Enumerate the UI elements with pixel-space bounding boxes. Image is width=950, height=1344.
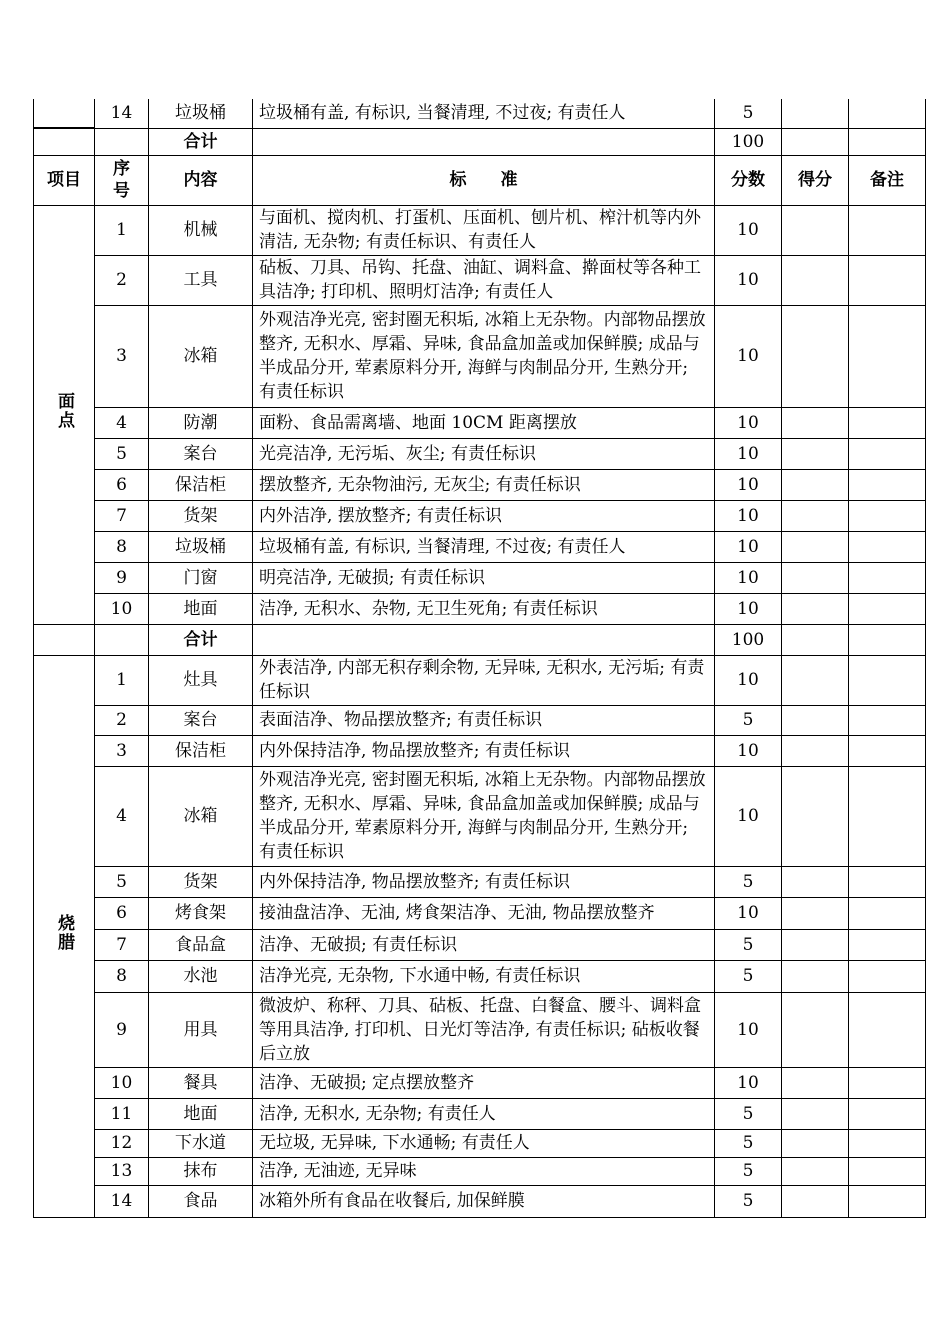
score-got-cell <box>782 1157 849 1185</box>
row-score: 10 <box>715 531 782 562</box>
row-standard: 表面洁净、物品摆放整齐; 有责任标识 <box>253 705 715 735</box>
note-cell <box>849 205 926 255</box>
score-got-cell <box>782 531 849 562</box>
row-score: 5 <box>715 866 782 897</box>
row-score: 5 <box>715 1185 782 1217</box>
table-row <box>34 469 926 500</box>
row-standard: 外表洁净, 内部无积存剩余物, 无异味, 无积水, 无污垢; 有责任标识 <box>253 655 715 705</box>
header-no-text: 序号 <box>113 159 130 201</box>
row-standard: 外观洁净光亮, 密封圈无积垢, 冰箱上无杂物。内部物品摆放整齐, 无积水、厚霜、异味, 食品盒加盖或加保鲜膜; 成品与半成品分开, 荤素原料分开, 海鲜与肉制品分开, 生熟分开; 有责任标识 <box>253 305 715 407</box>
section-name-text: 面点 <box>54 392 74 430</box>
row-number: 4 <box>95 766 149 866</box>
row-number: 9 <box>95 992 149 1067</box>
row-standard: 内外保持洁净, 物品摆放整齐; 有责任标识 <box>253 866 715 897</box>
note-cell <box>849 469 926 500</box>
subtotal-label: 合计 <box>149 624 253 655</box>
row-number: 14 <box>95 99 149 128</box>
row-score: 10 <box>715 1067 782 1098</box>
row-number: 8 <box>95 531 149 562</box>
row-standard: 砧板、刀具、吊钩、托盘、油缸、调料盒、擀面杖等各种工具洁净; 打印机、照明灯洁净; 有责任人 <box>253 255 715 305</box>
empty-cell <box>95 128 149 155</box>
empty-cell <box>849 128 926 155</box>
row-score: 5 <box>715 99 782 128</box>
row-number: 2 <box>95 255 149 305</box>
row-score: 10 <box>715 766 782 866</box>
row-standard: 微波炉、称秤、刀具、砧板、托盘、白餐盒、腰斗、调料盒等用具洁净, 打印机、日光灯等洁净, 有责任标识; 砧板收餐后立放 <box>253 992 715 1067</box>
row-item: 水池 <box>149 960 253 992</box>
row-standard: 与面机、搅肉机、打蛋机、压面机、刨片机、榨汁机等内外清洁, 无杂物; 有责任标识、有责任人 <box>253 205 715 255</box>
row-standard: 垃圾桶有盖, 有标识, 当餐清理, 不过夜; 有责任人 <box>253 99 715 128</box>
note-cell <box>849 960 926 992</box>
row-number: 4 <box>95 407 149 438</box>
note-cell <box>849 705 926 735</box>
row-number: 7 <box>95 500 149 531</box>
table-row <box>34 305 926 407</box>
row-standard: 面粉、食品需离墙、地面 10CM 距离摆放 <box>253 407 715 438</box>
score-got-cell <box>782 929 849 960</box>
note-cell <box>849 1185 926 1217</box>
row-score: 10 <box>715 562 782 593</box>
empty-cell <box>253 128 715 155</box>
row-score: 10 <box>715 593 782 624</box>
row-score: 10 <box>715 735 782 766</box>
row-item: 工具 <box>149 255 253 305</box>
note-cell <box>849 1129 926 1157</box>
empty-cell <box>782 624 849 655</box>
row-score: 5 <box>715 705 782 735</box>
table-row <box>34 99 926 128</box>
table-row <box>34 960 926 992</box>
row-item: 机械 <box>149 205 253 255</box>
row-item: 货架 <box>149 500 253 531</box>
row-item: 餐具 <box>149 1067 253 1098</box>
table-row <box>34 500 926 531</box>
row-standard: 内外保持洁净, 物品摆放整齐; 有责任标识 <box>253 735 715 766</box>
header-score: 分数 <box>715 155 782 205</box>
subtotal-score: 100 <box>715 624 782 655</box>
empty-cell <box>95 624 149 655</box>
row-score: 5 <box>715 929 782 960</box>
row-number: 14 <box>95 1185 149 1217</box>
row-score: 10 <box>715 469 782 500</box>
row-item: 冰箱 <box>149 305 253 407</box>
row-item: 下水道 <box>149 1129 253 1157</box>
table-row <box>34 866 926 897</box>
table-row <box>34 766 926 866</box>
row-score: 10 <box>715 205 782 255</box>
row-standard: 接油盘洁净、无油, 烤食架洁净、无油, 物品摆放整齐 <box>253 897 715 929</box>
note-cell <box>849 897 926 929</box>
empty-cell <box>253 624 715 655</box>
table-row <box>34 407 926 438</box>
row-standard: 洁净、无破损; 有责任标识 <box>253 929 715 960</box>
note-cell <box>849 1157 926 1185</box>
row-number: 13 <box>95 1157 149 1185</box>
score-got-cell <box>782 960 849 992</box>
row-number: 6 <box>95 897 149 929</box>
row-number: 11 <box>95 1098 149 1129</box>
row-item: 地面 <box>149 1098 253 1129</box>
row-standard: 冰箱外所有食品在收餐后, 加保鲜膜 <box>253 1185 715 1217</box>
table-row <box>34 992 926 1067</box>
row-standard: 摆放整齐, 无杂物油污, 无灰尘; 有责任标识 <box>253 469 715 500</box>
score-got-cell <box>782 255 849 305</box>
row-item: 保洁柜 <box>149 469 253 500</box>
row-item: 案台 <box>149 705 253 735</box>
table-row <box>34 655 926 705</box>
table-row <box>34 255 926 305</box>
row-item: 防潮 <box>149 407 253 438</box>
row-item: 货架 <box>149 866 253 897</box>
table-row <box>34 1157 926 1185</box>
row-score: 10 <box>715 407 782 438</box>
score-got-cell <box>782 1067 849 1098</box>
row-item: 冰箱 <box>149 766 253 866</box>
section-mian-dian <box>34 205 926 624</box>
row-standard: 洁净光亮, 无杂物, 下水通中畅, 有责任标识 <box>253 960 715 992</box>
section-shao-la <box>34 655 926 1217</box>
note-cell <box>849 1098 926 1129</box>
row-item: 食品 <box>149 1185 253 1217</box>
empty-cell <box>782 128 849 155</box>
note-cell <box>849 1067 926 1098</box>
row-number: 5 <box>95 866 149 897</box>
note-cell <box>849 593 926 624</box>
row-score: 10 <box>715 438 782 469</box>
note-cell <box>849 99 926 128</box>
row-item: 抹布 <box>149 1157 253 1185</box>
note-cell <box>849 992 926 1067</box>
header-standard: 标 准 <box>253 155 715 205</box>
table-row <box>34 593 926 624</box>
row-score: 5 <box>715 1157 782 1185</box>
table-row <box>34 1185 926 1217</box>
row-number: 3 <box>95 735 149 766</box>
table-row <box>34 562 926 593</box>
row-score: 10 <box>715 992 782 1067</box>
row-item: 垃圾桶 <box>149 99 253 128</box>
subtotal-row <box>34 128 926 155</box>
score-got-cell <box>782 407 849 438</box>
row-score: 10 <box>715 897 782 929</box>
note-cell <box>849 531 926 562</box>
score-got-cell <box>782 1129 849 1157</box>
score-got-cell <box>782 593 849 624</box>
row-item: 食品盒 <box>149 929 253 960</box>
row-number: 8 <box>95 960 149 992</box>
score-got-cell <box>782 655 849 705</box>
row-item: 用具 <box>149 992 253 1067</box>
row-item: 垃圾桶 <box>149 531 253 562</box>
row-score: 5 <box>715 1129 782 1157</box>
row-number: 12 <box>95 1129 149 1157</box>
row-standard: 明亮洁净, 无破损; 有责任标识 <box>253 562 715 593</box>
score-got-cell <box>782 735 849 766</box>
note-cell <box>849 866 926 897</box>
row-standard: 洁净, 无油迹, 无异味 <box>253 1157 715 1185</box>
row-standard: 洁净、无破损; 定点摆放整齐 <box>253 1067 715 1098</box>
inspection-table <box>33 99 926 1218</box>
row-number: 1 <box>95 655 149 705</box>
table-row <box>34 897 926 929</box>
row-standard: 内外洁净, 摆放整齐; 有责任标识 <box>253 500 715 531</box>
score-got-cell <box>782 1098 849 1129</box>
table-row <box>34 929 926 960</box>
note-cell <box>849 562 926 593</box>
section-name <box>34 205 95 624</box>
section-name <box>34 655 95 1217</box>
row-score: 10 <box>715 500 782 531</box>
empty-cell <box>34 624 95 655</box>
note-cell <box>849 407 926 438</box>
row-item: 门窗 <box>149 562 253 593</box>
row-standard: 垃圾桶有盖, 有标识, 当餐清理, 不过夜; 有责任人 <box>253 531 715 562</box>
table-row <box>34 205 926 255</box>
score-got-cell <box>782 562 849 593</box>
row-number: 10 <box>95 1067 149 1098</box>
row-number: 6 <box>95 469 149 500</box>
row-item: 灶具 <box>149 655 253 705</box>
note-cell <box>849 438 926 469</box>
row-number: 9 <box>95 562 149 593</box>
score-got-cell <box>782 438 849 469</box>
score-got-cell <box>782 866 849 897</box>
row-item: 案台 <box>149 438 253 469</box>
subtotal-label: 合计 <box>149 128 253 155</box>
row-standard: 外观洁净光亮, 密封圈无积垢, 冰箱上无杂物。内部物品摆放整齐, 无积水、厚霜、异味, 食品盒加盖或加保鲜膜; 成品与半成品分开, 荤素原料分开, 海鲜与肉制品分开, 生熟分开; 有责任标识 <box>253 766 715 866</box>
header-no <box>95 155 149 205</box>
row-item: 地面 <box>149 593 253 624</box>
section-name-text: 烧腊 <box>54 913 74 952</box>
table-row <box>34 735 926 766</box>
score-got-cell <box>782 897 849 929</box>
header-content: 内容 <box>149 155 253 205</box>
row-number: 5 <box>95 438 149 469</box>
note-cell <box>849 305 926 407</box>
subtotal-score: 100 <box>715 128 782 155</box>
row-score: 10 <box>715 255 782 305</box>
row-standard: 洁净, 无积水、杂物, 无卫生死角; 有责任标识 <box>253 593 715 624</box>
note-cell <box>849 655 926 705</box>
row-standard: 光亮洁净, 无污垢、灰尘; 有责任标识 <box>253 438 715 469</box>
score-got-cell <box>782 766 849 866</box>
row-number: 3 <box>95 305 149 407</box>
score-got-cell <box>782 705 849 735</box>
table-row <box>34 438 926 469</box>
note-cell <box>849 255 926 305</box>
row-score: 10 <box>715 305 782 407</box>
score-got-cell <box>782 992 849 1067</box>
score-got-cell <box>782 99 849 128</box>
table-row <box>34 531 926 562</box>
note-cell <box>849 500 926 531</box>
table-row <box>34 1098 926 1129</box>
note-cell <box>849 929 926 960</box>
header-note: 备注 <box>849 155 926 205</box>
row-item: 保洁柜 <box>149 735 253 766</box>
row-number: 7 <box>95 929 149 960</box>
row-score: 10 <box>715 655 782 705</box>
header-got: 得分 <box>782 155 849 205</box>
score-got-cell <box>782 205 849 255</box>
row-standard: 洁净, 无积水, 无杂物; 有责任人 <box>253 1098 715 1129</box>
table-row <box>34 705 926 735</box>
row-number: 10 <box>95 593 149 624</box>
header-row <box>34 155 926 205</box>
note-cell <box>849 766 926 866</box>
row-score: 5 <box>715 960 782 992</box>
score-got-cell <box>782 305 849 407</box>
table-row <box>34 1129 926 1157</box>
row-score: 5 <box>715 1098 782 1129</box>
subtotal-row <box>34 624 926 655</box>
empty-cell <box>34 128 95 155</box>
header-project: 项目 <box>34 155 95 205</box>
note-cell <box>849 735 926 766</box>
row-number: 2 <box>95 705 149 735</box>
row-number: 1 <box>95 205 149 255</box>
row-item: 烤食架 <box>149 897 253 929</box>
empty-cell <box>849 624 926 655</box>
table-row <box>34 1067 926 1098</box>
score-got-cell <box>782 500 849 531</box>
project-cell <box>34 99 95 128</box>
row-standard: 无垃圾, 无异味, 下水通畅; 有责任人 <box>253 1129 715 1157</box>
score-got-cell <box>782 469 849 500</box>
score-got-cell <box>782 1185 849 1217</box>
